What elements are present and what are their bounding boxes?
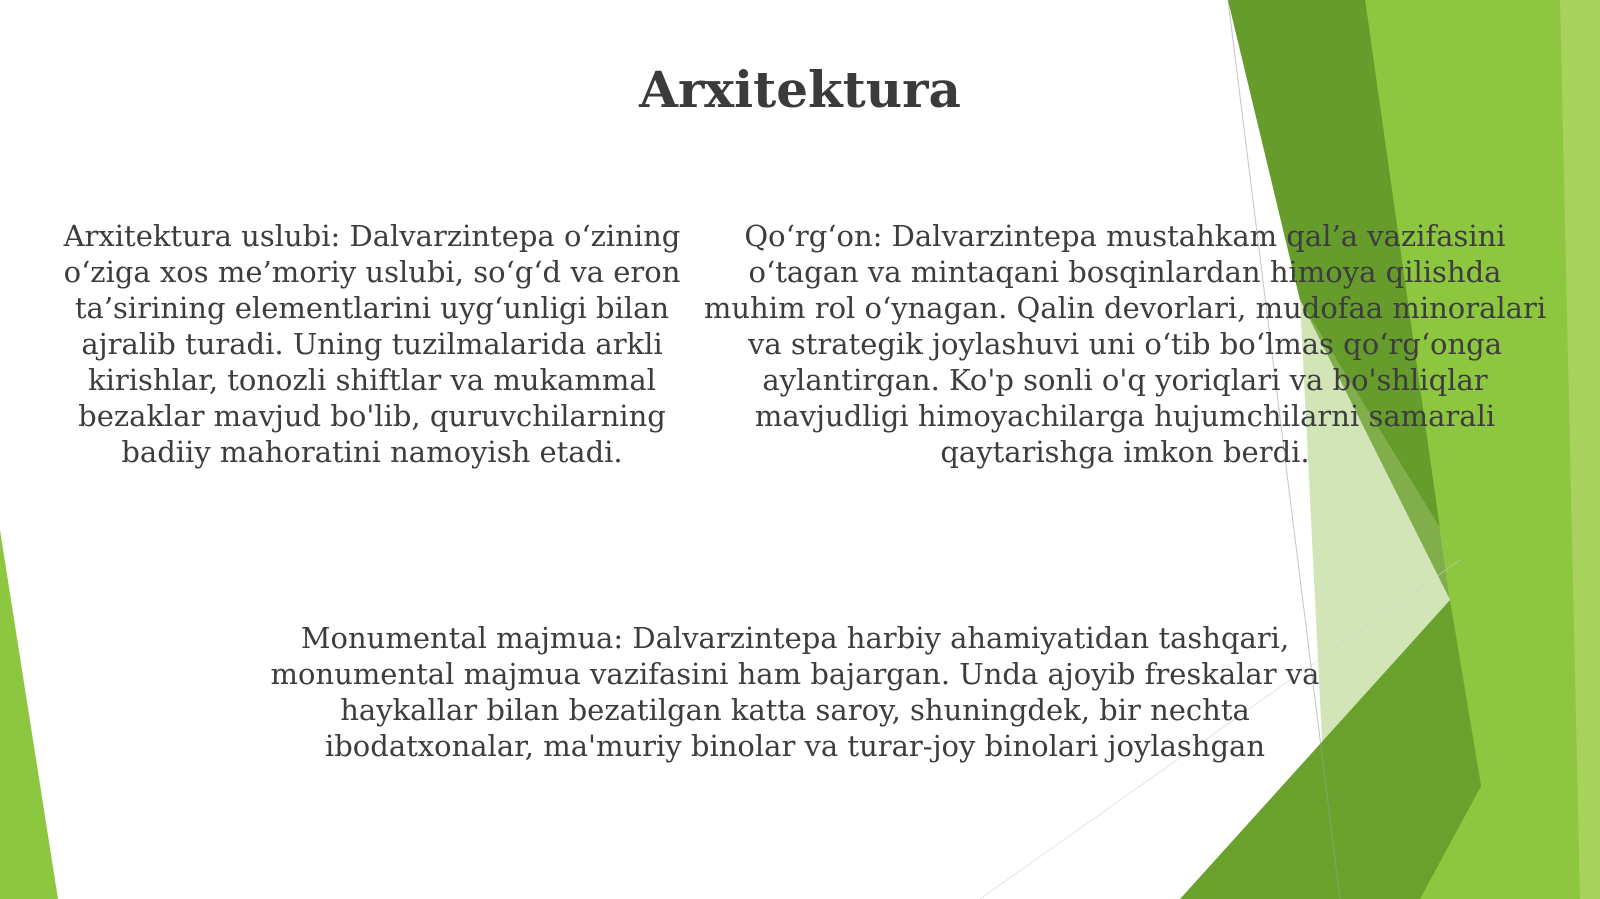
fortress-text: Qo‘rg‘on: Dalvarzintepa mustahkam qal’a vazifasini o‘tagan va mintaqani bosqinlardan himoya qilishda muhim rol o‘ynagan. Qalin devorlari, mudofaa minoralari va strategik joylashuvi uni o‘tib bo‘lmas qo‘rg‘onga aylantirgan. Ko'p sonli o'q yoriqlari va bo'shliqlar mavjudligi himoyachilarga hujumchilarni samarali qaytarishga imkon berdi. (703, 219, 1547, 469)
facet-left-green (0, 530, 58, 899)
slide-title: Arxitektura (639, 60, 961, 119)
architecture-style-text: Arxitektura uslubi: Dalvarzintepa o‘zining o‘ziga xos me’moriy uslubi, so‘g‘d va eron ta’sirining elementlarini uyg‘unligi bilan ajralib turadi. Uning tuzilmalarida arkli kirishlar, tonozli shiftlar va mukammal bezaklar mavjud bo'lib, quruvchilarning badiiy mahoratini namoyish etadi. (63, 219, 681, 469)
monumental-complex-text: Monumental majmua: Dalvarzintepa harbiy ahamiyatidan tashqari, monumental majmua vazifasini ham bajargan. Unda ajoyib freskalar va haykallar bilan bezatilgan katta saroy, shuningdek, bir nechta ibodatxonalar, ma'muriy binolar va turar-joy binolari joylashgan (270, 621, 1320, 763)
